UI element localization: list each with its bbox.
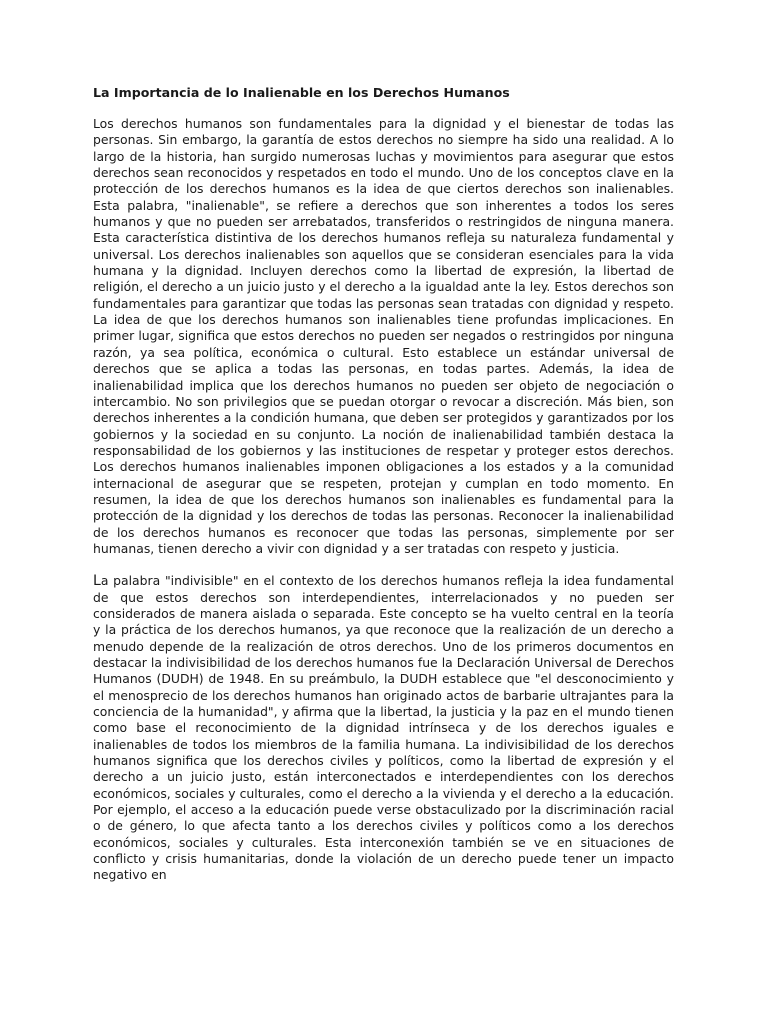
document-title: La Importancia de lo Inalienable en los Derechos Humanos — [93, 85, 510, 100]
document-body — [93, 85, 674, 884]
paragraph-indivisible: La palabra "indivisible" en el contexto de los derechos humanos refleja la idea fundamental de que estos derechos son interdependientes, interrelacionados y no pueden ser considerados de manera aislada o separada. Este concepto se ha vuelto central en la teoría y la práctica de los derechos humanos, ya que reconoce que la realización de un derecho a menudo depende de la realización de otros derechos. Uno de los primeros documentos en destacar la indivisibilidad de los derechos humanos fue la Declaración Universal de Derechos Humanos (DUDH) de 1948. En su preámbulo, la DUDH establece que "el desconocimiento y el menosprecio de los derechos humanos han originado actos de barbarie ultrajantes para la conciencia de la humanidad", y afirma que la libertad, la justicia y la paz en el mundo tienen como base el reconocimiento de la dignidad intrínseca y de los derechos iguales e inalienables de todos los miembros de la familia humana. La indivisibilidad de los derechos humanos significa que los derechos civiles y políticos, como la libertad de expresión y el derecho a un juicio justo, están interconectados e interdependientes con los derechos económicos, sociales y culturales, como el derecho a la vivienda y el derecho a la educación. Por ejemplo, el acceso a la educación puede verse obstaculizado por la discriminación racial o de género, lo que afecta tanto a los derechos civiles y políticos como a los derechos económicos, sociales y culturales. Esta interconexión también se ve en situaciones de conflicto y crisis humanitarias, donde la violación de un derecho puede tener un impacto negativo en — [93, 573, 674, 883]
paragraph-inalienable: Los derechos humanos son fundamentales para la dignidad y el bienestar de todas las personas. Sin embargo, la garantía de estos derechos no siempre ha sido una realidad. A lo largo de la historia, han surgido numerosas luchas y movimientos para asegurar que estos derechos sean reconocidos y respetados en todo el mundo. Uno de los conceptos clave en la protección de los derechos humanos es la idea de que ciertos derechos son inalienables. Esta palabra, "inalienable", se refiere a derechos que son inherentes a todos los seres humanos y que no pueden ser arrebatados, transferidos o restringidos de ninguna manera. Esta característica distintiva de los derechos humanos refleja su naturaleza fundamental y universal. Los derechos inalienables son aquellos que se consideran esenciales para la vida humana y la dignidad. Incluyen derechos como la libertad de expresión, la libertad de religión, el derecho a un juicio justo y el derecho a la igualdad ante la ley. Estos derechos son fundamentales para garantizar que todas las personas sean tratadas con dignidad y respeto. La idea de que los derechos humanos son inalienables tiene profundas implicaciones. En primer lugar, significa que estos derechos no pueden ser negados o restringidos por ninguna razón, ya sea política, económica o cultural. Esto establece un estándar universal de derechos que se aplica a todas las personas, en todas partes. Además, la idea de inalienabilidad implica que los derechos humanos no pueden ser objeto de negociación o intercambio. No son privilegios que se puedan otorgar o revocar a discreción. Más bien, son derechos inherentes a la condición humana, que deben ser protegidos y garantizados por los gobiernos y la sociedad en su conjunto. La noción de inalienabilidad también destaca la responsabilidad de los gobiernos y las instituciones de respetar y proteger estos derechos. Los derechos humanos inalienables imponen obligaciones a los estados y a la comunidad internacional de asegurar que se respeten, protejan y cumplan en todo momento. En resumen, la idea de que los derechos humanos son inalienables es fundamental para la protección de la dignidad y los derechos de todas las personas. Reconocer la inalienabilidad de los derechos humanos es reconocer que todas las personas, simplemente por ser humanas, tienen derecho a vivir con dignidad y a ser tratadas con respeto y justicia. — [93, 116, 674, 556]
